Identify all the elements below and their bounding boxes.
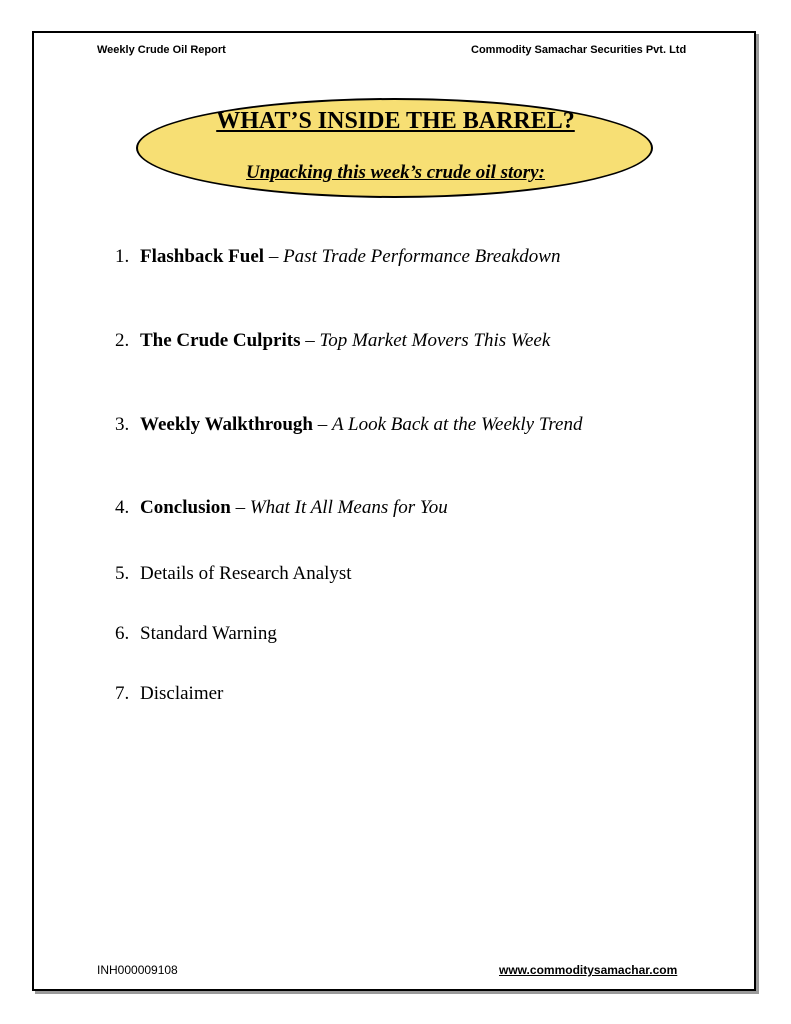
toc-number: 2. (115, 330, 130, 351)
toc-item-5 (115, 563, 352, 585)
toc-separator: – (264, 246, 284, 267)
toc-item-7 (115, 683, 223, 705)
toc-title: Conclusion (140, 497, 231, 518)
toc-item-6 (115, 623, 277, 645)
toc-number: 7. (115, 683, 130, 704)
toc-title: Flashback Fuel (140, 246, 265, 267)
company-name: Commodity Samachar Securities Pvt. Ltd (471, 44, 687, 56)
report-title: Weekly Crude Oil Report (97, 44, 226, 56)
website-link[interactable]: www.commoditysamachar.com (499, 963, 678, 977)
banner-subtitle: Unpacking this week’s crude oil story: (246, 162, 545, 183)
toc-number: 5. (115, 563, 130, 584)
toc-item-3 (115, 414, 582, 436)
toc-description: A Look Back at the Weekly Trend (332, 414, 583, 435)
toc-number: 4. (115, 497, 130, 518)
toc-description: Past Trade Performance Breakdown (283, 246, 561, 267)
registration-number: INH000009108 (97, 963, 178, 977)
toc-text: Disclaimer (140, 683, 224, 704)
toc-item-2 (115, 330, 550, 352)
toc-separator: – (300, 330, 320, 351)
toc-separator: – (313, 414, 332, 435)
banner-title: WHAT’S INSIDE THE BARREL? (216, 108, 575, 134)
toc-number: 3. (115, 414, 130, 435)
toc-description: Top Market Movers This Week (319, 330, 551, 351)
toc-number: 1. (115, 246, 130, 267)
toc-title: Weekly Walkthrough (140, 414, 313, 435)
toc-description: What It All Means for You (249, 497, 448, 518)
toc-text: Details of Research Analyst (140, 563, 352, 584)
toc-item-1 (115, 246, 560, 268)
toc-separator: – (230, 497, 250, 518)
toc-title: The Crude Culprits (140, 330, 301, 351)
toc-number: 6. (115, 623, 130, 644)
toc-text: Standard Warning (140, 623, 277, 644)
toc-item-4 (115, 497, 448, 519)
